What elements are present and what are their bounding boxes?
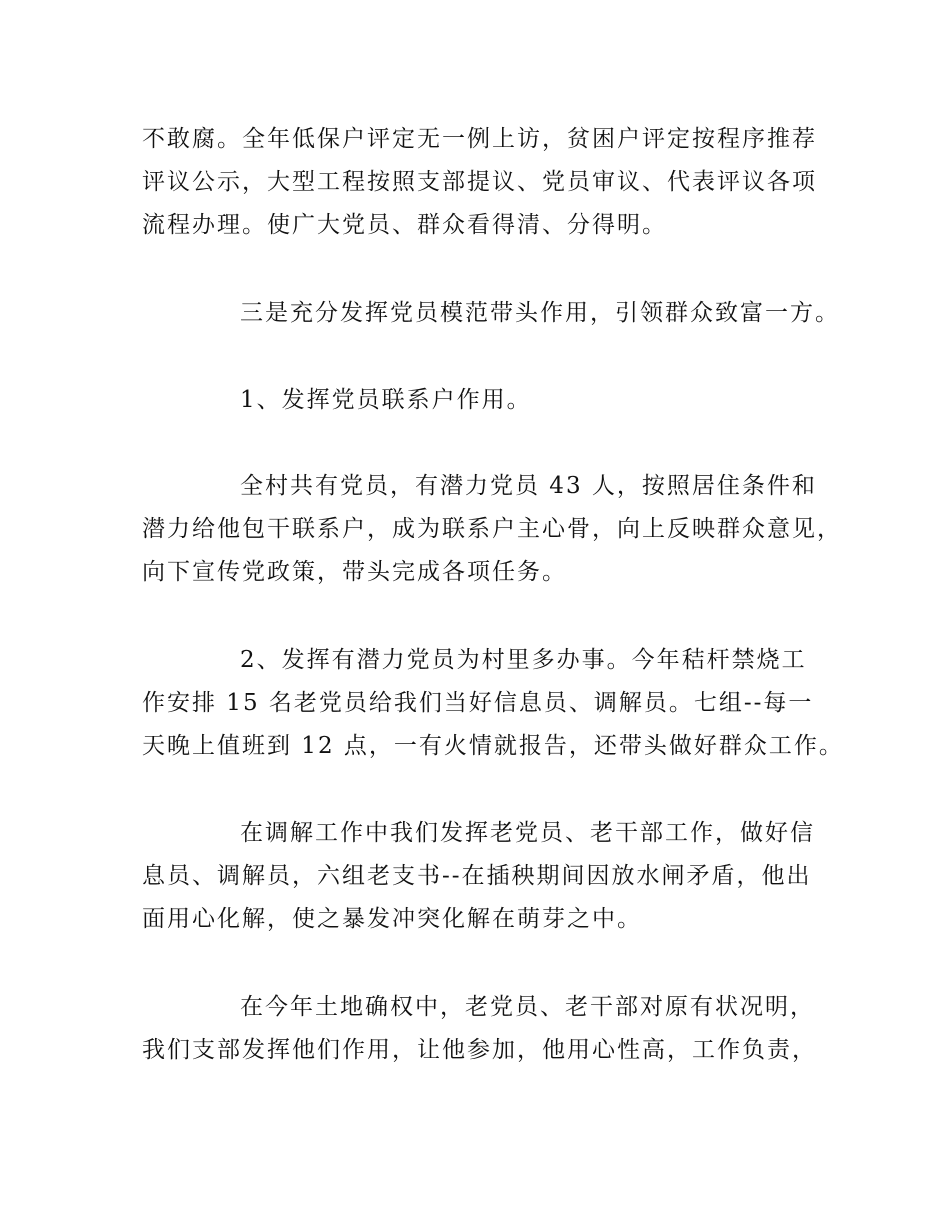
paragraph-2-line-1: 三是充分发挥党员模范带头作用，引领群众致富一方。 [240,300,840,326]
paragraph-1-line-3: 流程办理。使广大党员、群众看得清、分得明。 [142,212,667,238]
paragraph-7-line-1: 在今年土地确权中，老党员、老干部对原有状况明， [240,994,815,1020]
paragraph-6-line-2: 息员、调解员，六组老支书--在插秧期间因放水闸矛盾，他出 [142,863,812,889]
paragraph-6-line-3: 面用心化解，使之暴发冲突化解在萌芽之中。 [142,906,642,932]
paragraph-1-line-2: 评议公示，大型工程按照支部提议、党员审议、代表评议各项 [142,169,817,195]
paragraph-5-line-1: 2、发挥有潜力党员为村里多办事。今年秸杆禁烧工 [240,647,807,673]
paragraph-5-line-2: 作安排 15 名老党员给我们当好信息员、调解员。七组--每一 [142,690,814,716]
paragraph-1-line-1: 不敢腐。全年低保户评定无一例上访，贫困户评定按程序推荐 [142,126,817,152]
paragraph-4-line-3: 向下宣传党政策，带头完成各项任务。 [142,559,567,585]
paragraph-4-line-2: 潜力给他包干联系户，成为联系户主心骨，向上反映群众意见， [142,516,842,542]
paragraph-3-line-1: 1、发挥党员联系户作用。 [240,387,532,413]
paragraph-7-line-2: 我们支部发挥他们作用，让他参加，他用心性高，工作负责， [142,1037,817,1063]
paragraph-6-line-1: 在调解工作中我们发挥老党员、老干部工作，做好信 [240,820,815,846]
paragraph-5-line-3: 天晚上值班到 12 点，一有火情就报告，还带头做好群众工作。 [142,733,844,759]
paragraph-4-line-1: 全村共有党员，有潜力党员 43 人，按照居住条件和 [240,473,817,499]
